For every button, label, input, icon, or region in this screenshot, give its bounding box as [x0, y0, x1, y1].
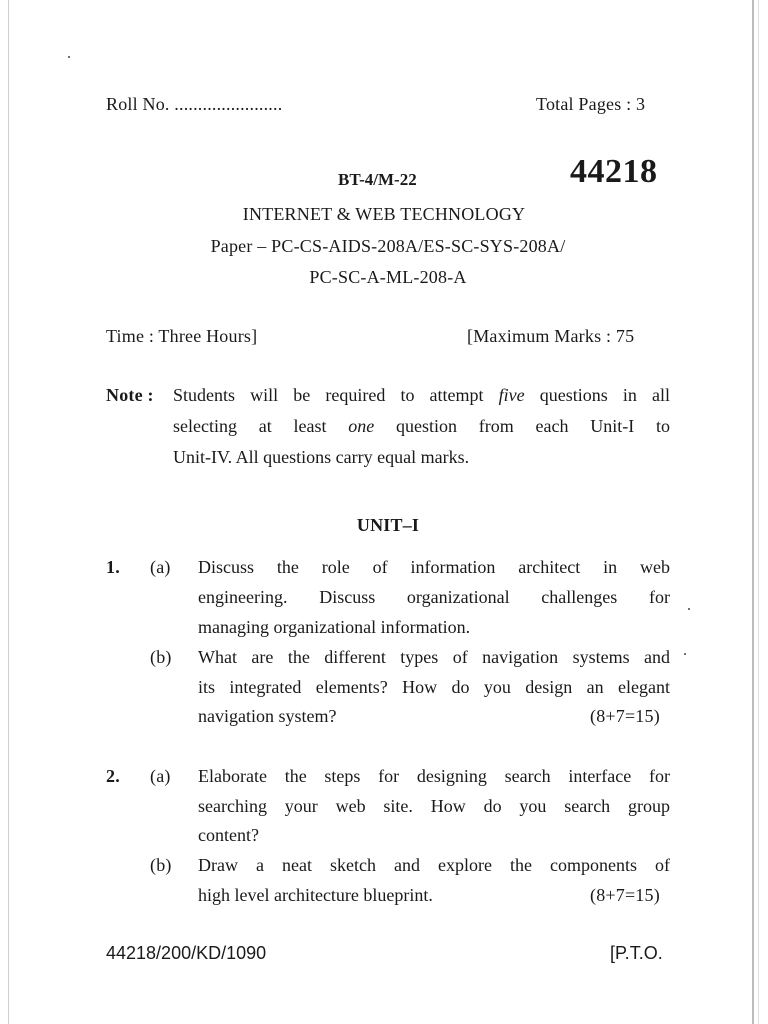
maximum-marks: [Maximum Marks : 75	[467, 326, 635, 346]
roll-number: Roll No. .......................	[106, 94, 283, 114]
part-label: (a)	[150, 557, 171, 577]
scan-edge-left	[8, 0, 9, 1024]
question-line: What are the different types of navigation systems and	[198, 647, 670, 667]
note-text: question from each Unit-I to	[396, 416, 671, 436]
question-line: Draw a neat sketch and explore the components of	[198, 855, 670, 875]
part-label: (a)	[150, 766, 171, 786]
question-number: 1.	[106, 557, 120, 577]
part-label: (b)	[150, 647, 172, 667]
question-line: its integrated elements? How do you design an elegant	[198, 677, 670, 697]
note-emphasis: five	[498, 385, 525, 405]
question-line: engineering. Discuss organizational challenges for	[198, 587, 670, 607]
paper-number: 44218	[570, 153, 658, 190]
paper-codes-line1: Paper – PC-CS-AIDS-208A/ES-SC-SYS-208A/	[210, 236, 566, 256]
note-line-3: Unit-IV. All questions carry equal marks.	[173, 447, 470, 467]
note-emphasis: one	[348, 416, 375, 436]
question-marks: (8+7=15)	[590, 885, 660, 905]
scan-speck	[68, 56, 70, 58]
paper-codes-line2: PC-SC-A-ML-208-A	[309, 267, 467, 287]
scan-speck	[688, 608, 690, 610]
part-label: (b)	[150, 855, 172, 875]
exam-code: BT-4/M-22	[338, 170, 417, 189]
footer-code: 44218/200/KD/1090	[106, 943, 267, 963]
scan-speck	[684, 653, 686, 655]
question-line: content?	[198, 825, 259, 845]
note-text: selecting at least	[173, 416, 327, 436]
total-pages: Total Pages : 3	[536, 94, 646, 114]
footer-pto: [P.T.O.	[610, 943, 663, 963]
scan-edge-right-inner	[758, 0, 759, 1024]
question-line: managing organizational information.	[198, 617, 471, 637]
scan-edge-right	[752, 0, 754, 1024]
question-line: high level architecture blueprint.	[198, 885, 433, 905]
exam-time: Time : Three Hours]	[106, 326, 258, 346]
question-number: 2.	[106, 766, 120, 786]
question-line: Discuss the role of information architect in web	[198, 557, 670, 577]
question-line: Elaborate the steps for designing search interface for	[198, 766, 670, 786]
subject-title: INTERNET & WEB TECHNOLOGY	[242, 204, 526, 224]
unit-title: UNIT–I	[356, 515, 420, 535]
note-label: Note :	[106, 385, 154, 405]
note-line-1	[173, 385, 670, 406]
question-line: searching your web site. How do you search group	[198, 796, 670, 816]
note-text: Students will be required to attempt	[173, 385, 484, 405]
question-marks: (8+7=15)	[590, 706, 660, 726]
note-text: questions in all	[539, 385, 671, 405]
question-line: navigation system?	[198, 706, 337, 726]
note-line-2	[173, 416, 670, 437]
